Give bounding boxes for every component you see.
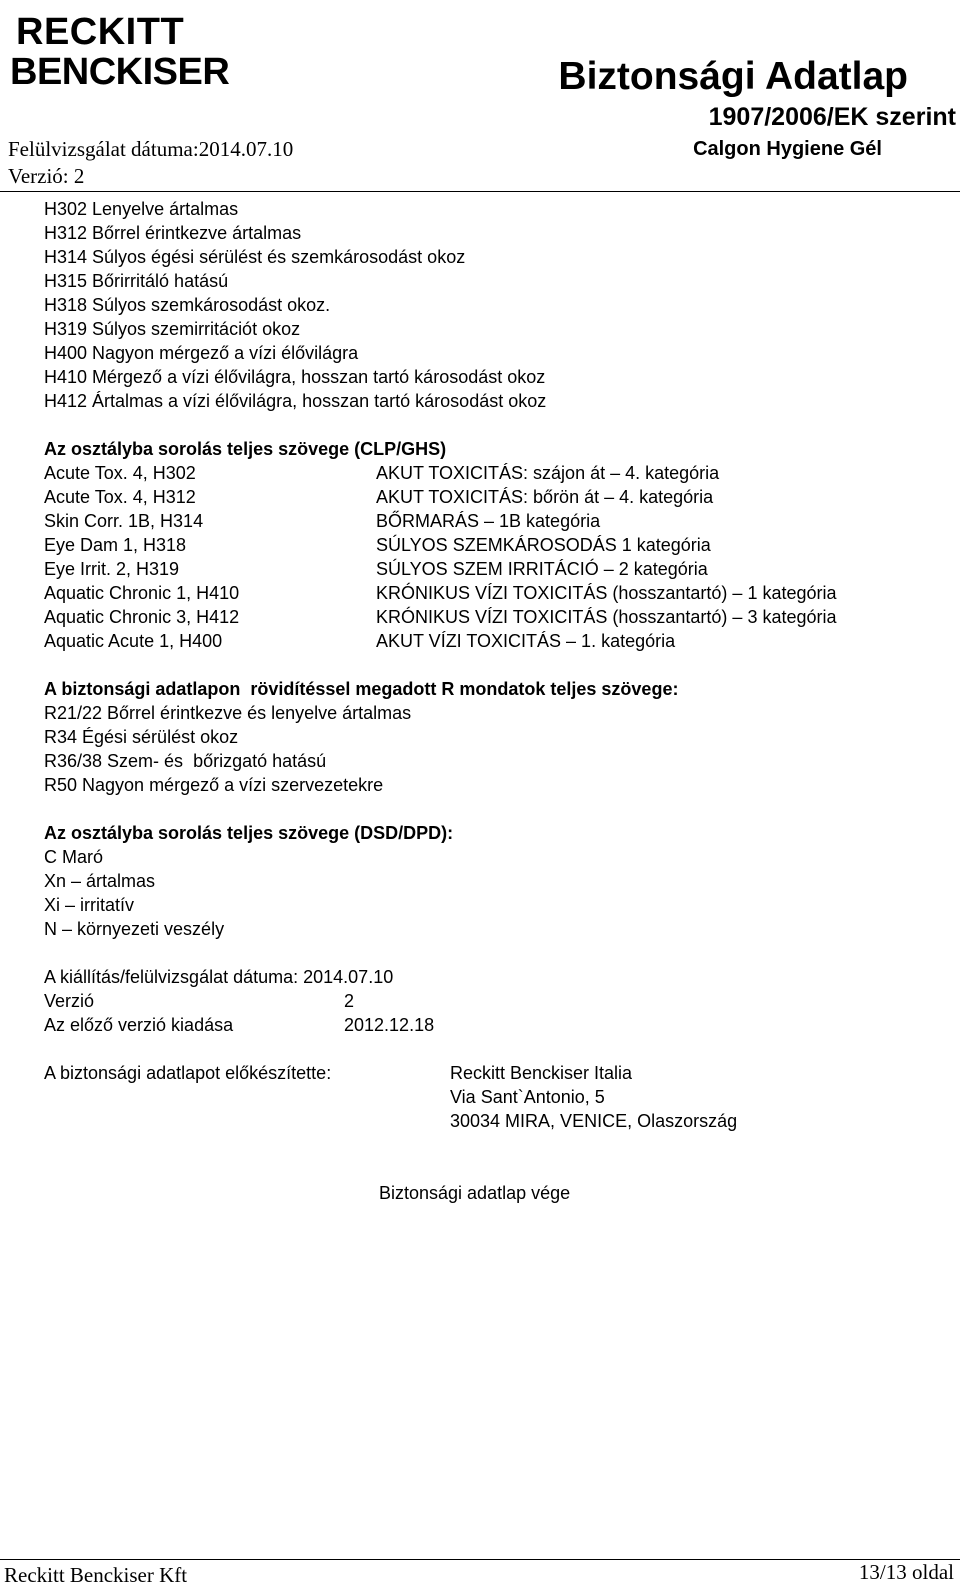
dsd-item: Xi – irritatív (44, 895, 135, 915)
clp-description: SÚLYOS SZEMKÁROSODÁS 1 kategória (376, 535, 711, 555)
prepared-by-row (44, 1085, 944, 1109)
dsd-item: N – környezeti veszély (44, 919, 225, 939)
clp-row (44, 533, 944, 557)
spacer (44, 1037, 944, 1061)
reckitt-benckiser-logo (8, 4, 240, 88)
clp-description: AKUT TOXICITÁS: szájon át – 4. kategória (376, 463, 720, 483)
dsd-item: C Maró (44, 847, 104, 867)
r-phrase: R50 Nagyon mérgező a vízi szervezetekre (44, 775, 384, 795)
r-phrases-heading: A biztonsági adatlapon rövidítéssel megadott R mondatok teljes szövege: (44, 679, 679, 699)
clp-row (44, 485, 944, 509)
footer-company: Reckitt Benckiser Kft (4, 1563, 188, 1587)
clp-code: Aquatic Chronic 3, H412 (44, 607, 240, 627)
dsd-heading: Az osztályba sorolás teljes szövege (DSD/DPD): (44, 823, 454, 843)
footer-divider (0, 1559, 960, 1560)
clp-description: KRÓNIKUS VÍZI TOXICITÁS (hosszantartó) – 1 kategória (376, 583, 837, 603)
previous-version-date: 2012.12.18 (344, 1015, 435, 1035)
clp-code: Eye Irrit. 2, H319 (44, 559, 180, 579)
r-phrases-section (44, 677, 944, 797)
spacer (44, 941, 944, 965)
clp-row (44, 509, 944, 533)
prepared-by-label: A biztonsági adatlapot előkészítette: (44, 1063, 332, 1083)
spacer (44, 653, 944, 677)
clp-code: Eye Dam 1, H318 (44, 535, 187, 555)
clp-row (44, 581, 944, 605)
h-statement: H400 Nagyon mérgező a vízi élővilágra (44, 343, 359, 363)
clp-row (44, 557, 944, 581)
previous-version-row (44, 1013, 944, 1037)
product-name: Calgon Hygiene Gél (693, 138, 882, 160)
clp-heading: Az osztályba sorolás teljes szövege (CLP/GHS) (44, 439, 447, 459)
h-statement: H312 Bőrrel érintkezve ártalmas (44, 223, 302, 243)
clp-row (44, 605, 944, 629)
clp-description: KRÓNIKUS VÍZI TOXICITÁS (hosszantartó) – 3 kategória (376, 607, 837, 627)
dsd-item: Xn – ártalmas (44, 871, 156, 891)
regulation-reference: 1907/2006/EK szerint (708, 103, 956, 131)
dates-section (44, 965, 944, 1037)
clp-description: BŐRMARÁS – 1B kategória (376, 511, 601, 531)
clp-description: SÚLYOS SZEM IRRITÁCIÓ – 2 kategória (376, 559, 708, 579)
prepared-by-row (44, 1061, 944, 1085)
h-statement: H319 Súlyos szemirritációt okoz (44, 319, 301, 339)
h-statement: H412 Ártalmas a vízi élővilágra, hosszan tartó károsodást okoz (44, 391, 547, 411)
logo-line-1: RECKITT (16, 11, 185, 53)
clp-code: Aquatic Chronic 1, H410 (44, 583, 240, 603)
document-body (44, 197, 944, 1205)
dsd-section (44, 821, 944, 941)
prepared-by-company: Reckitt Benckiser Italia (450, 1063, 633, 1083)
clp-code: Aquatic Acute 1, H400 (44, 631, 223, 651)
h-statement: H315 Bőrirritáló hatású (44, 271, 229, 291)
clp-row (44, 461, 944, 485)
prepared-by-street: Via Sant`Antonio, 5 (450, 1087, 605, 1107)
page-number: 13/13 oldal (858, 1560, 954, 1584)
previous-version-label: Az előző verzió kiadása (44, 1015, 234, 1035)
spacer (44, 797, 944, 821)
clp-description: AKUT VÍZI TOXICITÁS – 1. kategória (376, 631, 676, 651)
clp-code: Skin Corr. 1B, H314 (44, 511, 204, 531)
review-date: Felülvizsgálat dátuma:2014.07.10 (8, 137, 294, 161)
spacer (44, 413, 944, 437)
r-phrase: R36/38 Szem- és bőrizgató hatású (44, 751, 327, 771)
header-divider (0, 191, 960, 192)
prepared-by-row (44, 1109, 944, 1133)
logo-line-2: BENCKISER (10, 51, 230, 88)
end-of-sheet-text: Biztonsági adatlap vége (379, 1183, 571, 1203)
h-statement: H314 Súlyos égési sérülést és szemkárosodást okoz (44, 247, 466, 267)
r-phrase: R21/22 Bőrrel érintkezve és lenyelve ártalmas (44, 703, 412, 723)
version-label: Verzió: 2 (8, 164, 85, 188)
end-of-sheet-row (44, 1181, 944, 1205)
h-statement: H318 Súlyos szemkárosodást okoz. (44, 295, 331, 315)
clp-section (44, 437, 944, 653)
version-row-value: 2 (344, 991, 355, 1011)
h-statements-list (44, 197, 944, 413)
clp-row (44, 629, 944, 653)
document-title: Biztonsági Adatlap (558, 55, 908, 98)
issue-date: A kiállítás/felülvizsgálat dátuma: 2014.07.10 (44, 967, 394, 987)
version-row-label: Verzió (44, 991, 95, 1011)
clp-description: AKUT TOXICITÁS: bőrön át – 4. kategória (376, 487, 714, 507)
spacer (44, 1157, 944, 1181)
prepared-by-city: 30034 MIRA, VENICE, Olaszország (450, 1111, 738, 1131)
h-statement: H410 Mérgező a vízi élővilágra, hosszan tartó károsodást okoz (44, 367, 546, 387)
prepared-by-section (44, 1061, 944, 1133)
h-statement: H302 Lenyelve ártalmas (44, 199, 239, 219)
spacer (44, 1133, 944, 1157)
clp-code: Acute Tox. 4, H302 (44, 463, 196, 483)
r-phrase: R34 Égési sérülést okoz (44, 727, 239, 747)
clp-code: Acute Tox. 4, H312 (44, 487, 196, 507)
version-row (44, 989, 944, 1013)
